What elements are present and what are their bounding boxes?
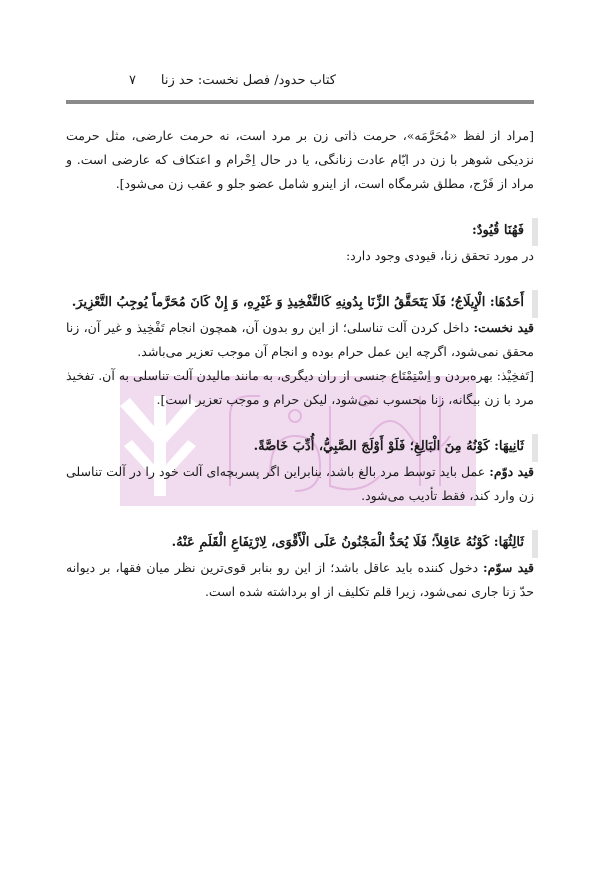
heading-bar bbox=[532, 434, 538, 462]
arabic-text-first-condition bbox=[66, 290, 534, 316]
condition-text: داخل کردن آلت تناسلی؛ از این رو بدون آن، همچون انجام تَفْخِیذ و غیر آن، زنا محقق نمی‌شود، اگرچه این عمل حرام بوده و انجام آن موجب تعزیر می‌باشد. bbox=[66, 320, 534, 359]
heading-bar bbox=[532, 218, 538, 246]
second-condition-explanation bbox=[66, 460, 534, 508]
arabic-text-third-condition bbox=[66, 530, 534, 556]
header-rule bbox=[66, 100, 534, 104]
arabic-text-second-condition bbox=[66, 434, 534, 460]
qoyud-intro: در مورد تحقق زنا، قیودی وجود دارد: bbox=[345, 248, 534, 263]
condition-text: عمل باید توسط مرد بالغ باشد، بنابراین اگر پسربچه‌ای آلت خود را در آلت تناسلی زن وارد کند، فقط تأدیب می‌شود. bbox=[66, 464, 534, 503]
running-header-title: کتاب حدود/ فصل نخست: حد زنا bbox=[160, 73, 336, 88]
first-condition-explanation bbox=[66, 316, 534, 364]
condition-text: دخول کننده باید عاقل باشد؛ از این رو بنابر قوی‌ترین نظر میان فقها، بر دیوانه حدّ زنا جاری نمی‌شود، زیرا قلم تکلیف از او برداشته شده است. bbox=[66, 560, 534, 599]
bracket-explanation-paragraph: [مراد از لفظ «مُحَرَّمَه»، حرمت ذاتی زن بر مرد است، نه حرمت عارضی، مثل حرمت نزدیکی شوهر با زن در ایّام عادت زنانگی، یا در حال اِحْرام و اعتکاف که عارضی است. و مراد از فَرْج، مطلق شرمگاه است، از اینرو شامل عضو جلو و عقب زن می‌شود]. bbox=[66, 128, 534, 191]
arabic-text: ثَالِثُهَا: كَوْنُهُ عَاقِلاً؛ فَلَا يُحَدُّ الْمَجْنُونُ عَلَى الْأَقْوَى، لِارْتِفَاعِ الْقَلَمِ عَنْهُ. bbox=[171, 535, 524, 550]
condition-label: قید دوّم: bbox=[489, 464, 534, 479]
section-heading-qoyud bbox=[66, 218, 534, 244]
tafkhidh-note: [تَفخِیْذ: بهره‌بردن و اِسْتِمْتَاع جنسی از ران دیگری، به مانند مالیدن آلت تناسلی به آن. تفخیذ مرد با زن بیگانه، زنا محسوب نمی‌شود، لیکن حرام و موجب تعزیر است]. bbox=[66, 368, 534, 407]
heading-text: فَهُنَا قُيُودٌ: bbox=[471, 223, 524, 238]
page-number: ۷ bbox=[129, 73, 136, 88]
condition-label: قید نخست: bbox=[473, 320, 534, 335]
arabic-text: أَحَدُهَا: الْإِيلَاجُ؛ فَلَا يَتَحَقَّقُ الزِّنَا بِدُونِهِ كَالتَّفْخِيذِ وَ غَيْرِهِ، وَ إِنْ كَانَ مُحَرَّماً يُوجِبُ التَّعْزِيرَ. bbox=[71, 295, 524, 310]
third-condition-explanation bbox=[66, 556, 534, 604]
heading-bar bbox=[532, 290, 538, 318]
condition-label: قید سوّم: bbox=[483, 560, 534, 575]
arabic-text: ثَانِيهَا: كَوْنُهُ مِنَ الْبَالِغِ؛ فَلَوْ أَوْلَجَ الصَّبِيُّ، أُدِّبَ خَاصَّةً. bbox=[253, 439, 524, 454]
heading-bar bbox=[532, 530, 538, 558]
running-header bbox=[66, 70, 534, 92]
page-content bbox=[66, 124, 534, 604]
